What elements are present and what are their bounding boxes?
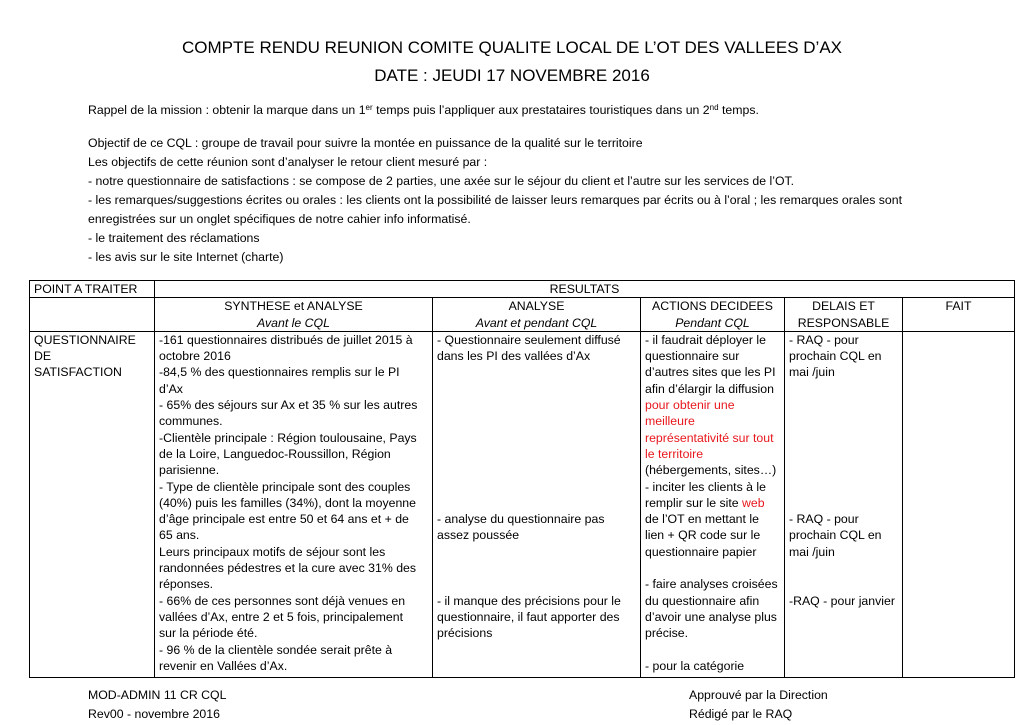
action-line: remplir sur le site web — [645, 495, 765, 510]
mission-reminder: Rappel de la mission : obtenir la marque dans un 1er temps puis l’appliquer aux prestataires touristiques dans un 2nd temps. — [88, 103, 759, 117]
synthese-line: -84,5 % des questionnaires remplis sur le PI — [159, 365, 400, 380]
results-table — [29, 280, 1015, 678]
meeting-date: DATE : JEUDI 17 NOVEMBRE 2016 — [374, 66, 650, 85]
delais-line — [789, 430, 898, 446]
analyse-line — [437, 430, 636, 446]
delais-line — [789, 560, 898, 576]
analyse-line — [437, 446, 636, 462]
delais-line: prochain CQL en — [789, 528, 882, 543]
action-line — [645, 560, 780, 576]
synthese-line: octobre 2016 — [159, 349, 231, 364]
synthese-line: - Type de clientèle principale sont des couples — [159, 479, 411, 494]
analyse-line: - Questionnaire seulement diffusé — [437, 332, 621, 347]
synthese-line: sur la période été. — [159, 626, 258, 641]
action-line: le territoire — [645, 446, 704, 461]
header-synthese: SYNTHESE et ANALYSE Avant le CQL — [155, 298, 433, 332]
synthese-line: -Clientèle principale : Région toulousaine, Pays — [159, 430, 417, 445]
synthese-line: (40%) puis les familles (34%), dont la moyenne — [159, 495, 416, 510]
table-row — [30, 331, 1015, 677]
action-line: précise. — [645, 626, 689, 641]
document-title: COMPTE RENDU REUNION COMITE QUALITE LOCAL DE L’OT DES VALLEES D’AX — [182, 38, 842, 57]
analyse-line — [437, 479, 636, 495]
synthese-line: - 66% de ces personnes sont déjà venues en — [159, 593, 406, 608]
analyse-line: questionnaire, il faut apporter des — [437, 609, 620, 624]
synthese-line: réponses. — [159, 577, 214, 592]
delais-line — [789, 413, 898, 429]
analyse-line — [437, 397, 636, 413]
table-header-row-1 — [30, 281, 1015, 298]
synthese-line: Leurs principaux motifs de séjour sont les — [159, 544, 386, 559]
analyse-line: - analyse du questionnaire pas — [437, 512, 605, 527]
synthese-line: d’Ax — [159, 381, 183, 396]
synthese-line: -161 questionnaires distribués de juillet 2015 à — [159, 332, 413, 347]
synthese-line: de la Loire, Languedoc-Roussillon, Région — [159, 446, 391, 461]
action-line: du questionnaire afin — [645, 593, 760, 608]
action-line-highlight: web — [742, 495, 765, 510]
header-point-a-traiter: POINT A TRAITER — [30, 281, 155, 298]
delais-line: - RAQ - pour — [789, 332, 859, 347]
delais-line: - RAQ - pour — [789, 512, 859, 527]
action-line: représentativité sur tout — [645, 430, 774, 445]
delais-line: -RAQ - pour janvier — [789, 593, 895, 608]
action-line: (hébergements, sites…) — [645, 463, 777, 478]
action-line: afin d’élargir la diffusion — [645, 381, 774, 396]
delais-line: prochain CQL en — [789, 349, 882, 364]
synthese-line: vallées d’Ax, entre 2 et 5 fois, principalement — [159, 609, 404, 624]
analyse-line — [437, 495, 636, 511]
objective-line-2: Les objectifs de cette réunion sont d’analyser le retour client mesuré par : — [88, 155, 488, 169]
header-delais: DELAIS ET RESPONSABLE — [785, 298, 903, 332]
action-line: questionnaire sur — [645, 349, 740, 364]
synthese-line: - 65% des séjours sur Ax et 35 % sur les autres — [159, 398, 418, 413]
analyse-cell — [433, 331, 641, 677]
analyse-line — [437, 576, 636, 592]
synthese-line: 65 ans. — [159, 528, 200, 543]
action-line: - inciter les clients à le — [645, 479, 766, 494]
delais-line — [789, 381, 898, 397]
action-line — [645, 642, 780, 658]
action-line: d’autres sites que les PI — [645, 365, 776, 380]
action-line: questionnaire papier — [645, 544, 757, 559]
synthese-line: parisienne. — [159, 463, 220, 478]
analyse-line — [437, 413, 636, 429]
header-empty — [30, 298, 155, 332]
footer-right: Approuvé par la Direction Rédigé par le RAQ — [689, 688, 828, 721]
action-line: lien + QR code sur le — [645, 528, 761, 543]
delais-line: mai /juin — [789, 544, 835, 559]
delais-line — [789, 495, 898, 511]
row-point: QUESTIONNAIRE DE SATISFACTION — [30, 331, 155, 677]
analyse-line: assez poussée — [437, 528, 520, 543]
synthese-line: randonnées pédestres et la cure avec 31% des — [159, 561, 417, 576]
action-line: meilleure — [645, 414, 695, 429]
delais-line — [789, 576, 898, 592]
actions-cell — [641, 331, 785, 677]
action-line: d’avoir une analyse plus — [645, 609, 777, 624]
delais-line — [789, 446, 898, 462]
objective-line-6: - le traitement des réclamations — [88, 231, 260, 245]
synthese-line: revenir en Vallées d’Ax. — [159, 658, 288, 673]
synthese-line: d’âge principale est entre 50 et 64 ans et + de — [159, 512, 409, 527]
objective-line-3: - notre questionnaire de satisfactions : se compose de 2 parties, une axée sur le séjour du client et l’autre sur les services de l’OT. — [88, 174, 795, 188]
delais-line — [789, 462, 898, 478]
header-actions: ACTIONS DECIDEES Pendant CQL — [641, 298, 785, 332]
objective-line-5: enregistrées sur un onglet spécifiques de notre cahier info informatisé. — [88, 212, 471, 226]
objective-line-1: Objectif de ce CQL : groupe de travail pour suivre la montée en puissance de la qualité sur le territoire — [88, 136, 643, 150]
action-line: - il faudrait déployer le — [645, 332, 766, 347]
header-analyse: ANALYSE Avant et pendant CQL — [433, 298, 641, 332]
analyse-line — [437, 544, 636, 560]
synthese-line: communes. — [159, 414, 223, 429]
analyse-line: précisions — [437, 626, 493, 641]
delais-line — [789, 479, 898, 495]
action-line: - pour la catégorie — [645, 658, 745, 673]
delais-line: mai /juin — [789, 365, 835, 380]
objective-line-4: - les remarques/suggestions écrites ou orales : les clients ont la possibilité de laisser leurs remarques par écrits ou à l’oral ; les remarques orales sont — [88, 193, 903, 207]
synthese-cell — [155, 331, 433, 677]
analyse-line — [437, 462, 636, 478]
analyse-line — [437, 381, 636, 397]
header-fait: FAIT — [903, 298, 1015, 332]
analyse-line: dans les PI des vallées d’Ax — [437, 349, 591, 364]
footer-left: MOD-ADMIN 11 CR CQL Rev00 - novembre 2016 — [88, 688, 227, 721]
action-line: de l’OT en mettant le — [645, 512, 759, 527]
table-header-row-2 — [30, 298, 1015, 332]
delais-cell — [785, 331, 903, 677]
fait-cell — [903, 331, 1015, 677]
analyse-line — [437, 364, 636, 380]
analyse-line: - il manque des précisions pour le — [437, 593, 621, 608]
objective-line-7: - les avis sur le site Internet (charte) — [88, 250, 284, 264]
action-line: pour obtenir une — [645, 398, 735, 413]
synthese-line: - 96 % de la clientèle sondée serait prête à — [159, 642, 393, 657]
analyse-line — [437, 560, 636, 576]
delais-line — [789, 397, 898, 413]
action-line: - faire analyses croisées — [645, 577, 778, 592]
header-resultats: RESULTATS — [155, 281, 1015, 298]
